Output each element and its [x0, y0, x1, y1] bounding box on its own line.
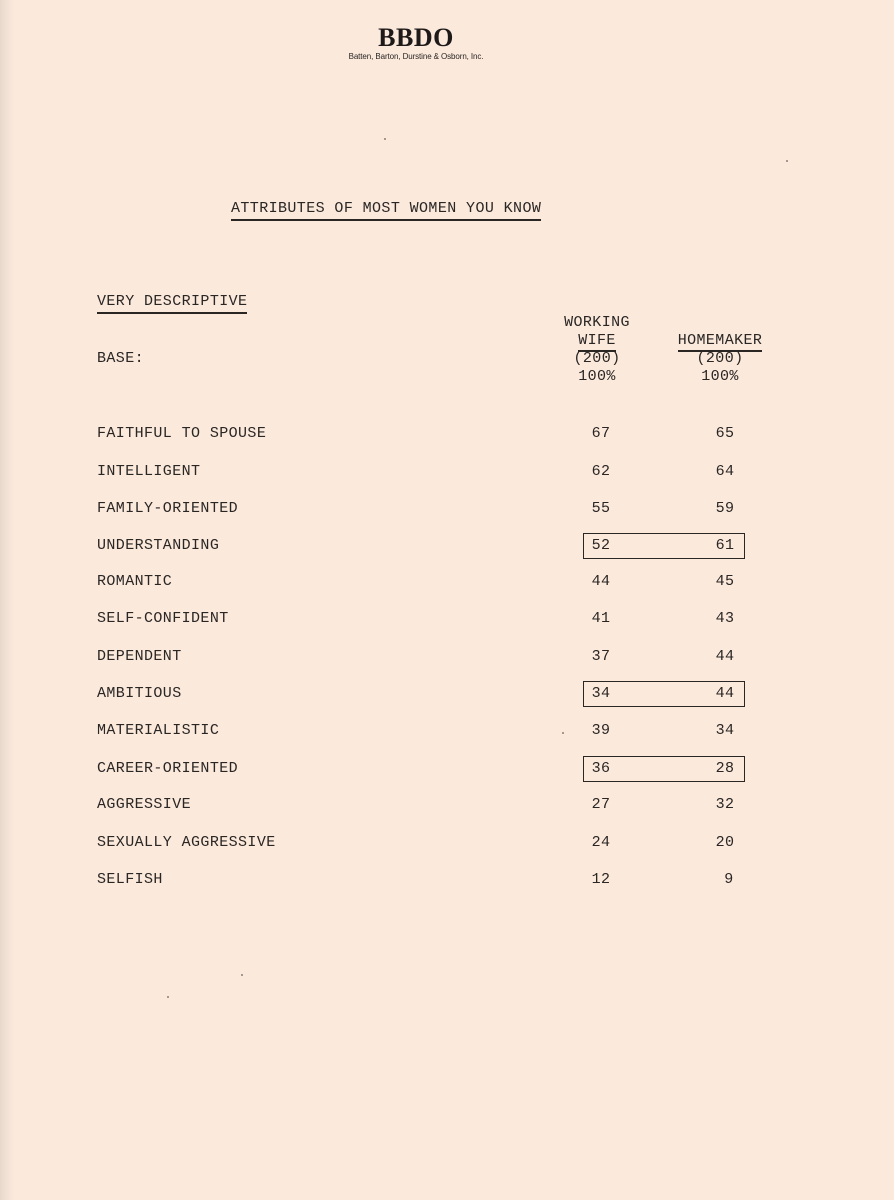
- table-row: [0, 758, 894, 780]
- column-percent: 100%: [701, 368, 739, 385]
- homemaker-value: 45: [715, 573, 735, 590]
- table-row: [0, 535, 894, 557]
- homemaker-value: 61: [715, 537, 735, 554]
- attribute-label: SEXUALLY AGGRESSIVE: [97, 834, 276, 851]
- homemaker-value: 9: [724, 871, 734, 888]
- attribute-label: ROMANTIC: [97, 573, 173, 590]
- paper-speck: [562, 732, 564, 734]
- working-wife-value: 36: [591, 760, 611, 777]
- table-row: [0, 646, 894, 668]
- attribute-label: CAREER-ORIENTED: [97, 760, 239, 777]
- column-header-line1: WORKING: [564, 314, 630, 331]
- working-wife-value: 27: [591, 796, 611, 813]
- working-wife-value: 37: [591, 648, 611, 665]
- attribute-label: FAITHFUL TO SPOUSE: [97, 425, 267, 442]
- working-wife-value: 41: [591, 610, 611, 627]
- attribute-label: SELFISH: [97, 871, 163, 888]
- homemaker-value: 64: [715, 463, 735, 480]
- homemaker-value: 32: [715, 796, 735, 813]
- homemaker-value: 28: [715, 760, 735, 777]
- working-wife-value: 62: [591, 463, 611, 480]
- working-wife-value: 12: [591, 871, 611, 888]
- table-row: [0, 608, 894, 630]
- bbdo-logo: [300, 24, 532, 62]
- homemaker-value: 43: [715, 610, 735, 627]
- attribute-label: MATERIALISTIC: [97, 722, 220, 739]
- working-wife-value: 55: [591, 500, 611, 517]
- paper-speck: [384, 138, 386, 140]
- homemaker-value: 65: [715, 425, 735, 442]
- working-wife-value: 39: [591, 722, 611, 739]
- paper-speck: [786, 160, 788, 162]
- working-wife-value: 67: [591, 425, 611, 442]
- attribute-label: INTELLIGENT: [97, 463, 201, 480]
- homemaker-value: 44: [715, 685, 735, 702]
- working-wife-value: 52: [591, 537, 611, 554]
- table-row: [0, 461, 894, 483]
- attribute-label: AMBITIOUS: [97, 685, 182, 702]
- paper-speck: [167, 996, 169, 998]
- paper-speck: [241, 974, 243, 976]
- table-row: [0, 869, 894, 891]
- page-title: ATTRIBUTES OF MOST WOMEN YOU KNOW: [231, 200, 541, 221]
- section-label: VERY DESCRIPTIVE: [97, 293, 247, 314]
- column-header-homemaker: [668, 332, 772, 386]
- table-row: [0, 720, 894, 742]
- working-wife-value: 34: [591, 685, 611, 702]
- attribute-label: AGGRESSIVE: [97, 796, 192, 813]
- table-row: [0, 498, 894, 520]
- table-row: [0, 794, 894, 816]
- homemaker-value: 20: [715, 834, 735, 851]
- column-header-working-wife: [556, 314, 638, 386]
- page-edge-shadow: [0, 0, 14, 1200]
- working-wife-value: 44: [591, 573, 611, 590]
- attribute-label: FAMILY-ORIENTED: [97, 500, 239, 517]
- logo-subtitle: Batten, Barton, Durstine & Osborn, Inc.: [348, 52, 484, 61]
- table-row: [0, 571, 894, 593]
- table-row: [0, 423, 894, 445]
- table-row: [0, 683, 894, 705]
- working-wife-value: 24: [591, 834, 611, 851]
- table-row: [0, 832, 894, 854]
- homemaker-value: 44: [715, 648, 735, 665]
- column-header-line1: HOMEMAKER: [678, 332, 763, 352]
- logo-mark: BBDO: [378, 23, 454, 52]
- column-percent: 100%: [578, 368, 616, 385]
- homemaker-value: 59: [715, 500, 735, 517]
- attribute-label: SELF-CONFIDENT: [97, 610, 229, 627]
- attribute-label: UNDERSTANDING: [97, 537, 220, 554]
- attribute-label: DEPENDENT: [97, 648, 182, 665]
- column-header-line2: WIFE: [578, 332, 616, 352]
- column-base: (200): [573, 350, 621, 367]
- base-label: BASE:: [97, 350, 145, 367]
- column-base: (200): [696, 350, 744, 367]
- homemaker-value: 34: [715, 722, 735, 739]
